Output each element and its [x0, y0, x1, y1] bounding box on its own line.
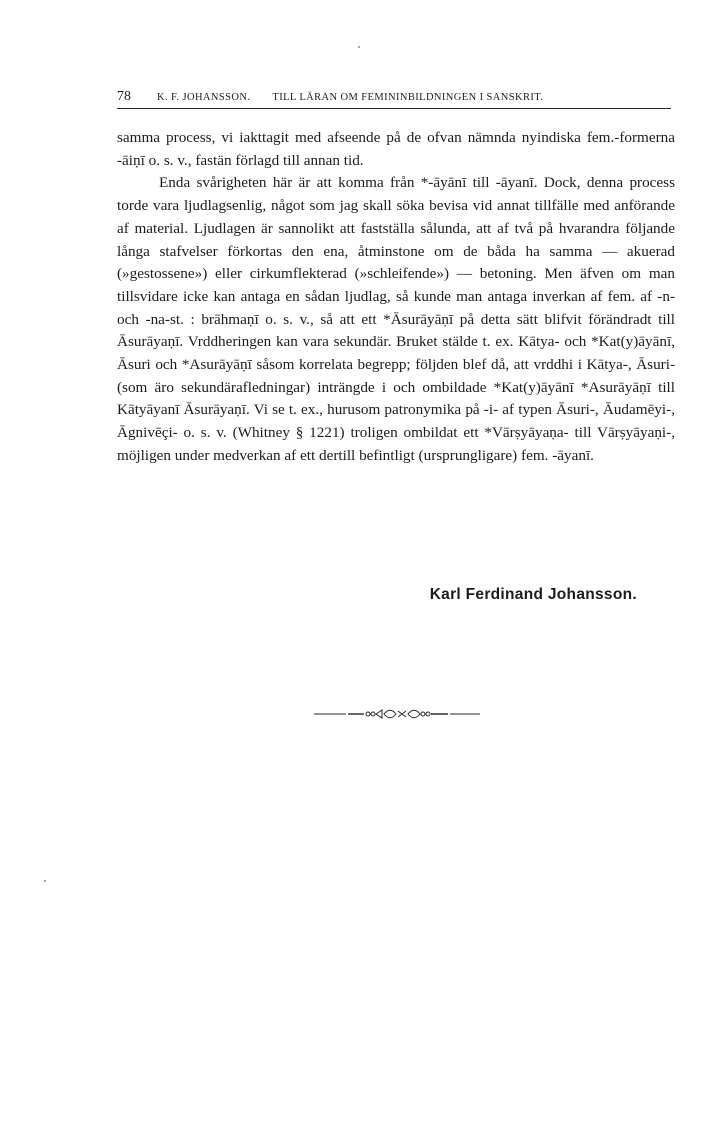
- paragraph-1: samma process, vi iakttagit med afseende på de ofvan nämnda nyindiska fem.-formerna -āiṇī o. s. v., fastän förlagd till annan tid.: [117, 129, 675, 169]
- running-head-author: K. F. JOHANSSON.: [157, 92, 251, 103]
- paper-speck: [358, 46, 360, 48]
- running-head: [117, 89, 671, 107]
- body-text: [117, 127, 675, 468]
- page-number: 78: [117, 89, 131, 104]
- paragraph-2: Enda svårigheten här är att komma från *-āyānī till -āyanī. Dock, denna process torde vara ljudlagsenlig, något som jag skall söka bevisa vid annat tillfälle med anförande af material. Ljudlagen är sannolikt att fastställa sålunda, att af två på hvarandra följande långa stafvelser förkortas den ena, åtminstone om de båda ha samma — akuerad (»gestossene») eller cirkumflekterad (»schleifende») — betoning. Men äfven om man tillsvidare icke kan antaga en sådan ljudlag, så kunde man antaga inverkan af fem. af -n- och -na-st. : brāhmaṇī o. s. v., så att ett *Āsurāyāṇī på detta sätt blifvit förändradt till Āsurāyaṇī. Vrddheringen kan vara sekundär. Bruket stälde t. ex. Kātya- och *Kat(y)āyānī, Āsuri och *Asurāyāṇī såsom korrelata begrepp; följden blef då, att vrddhi i Kātya-, Āsuri- (som äro sekundärafledningar) inträngde i och ombildade *Kat(y)āyānī *Asurāyāṇī till Kātyāyanī Āsurāyaṇī. Vi se t. ex., hurusom patronymika på -i- af typen Āsuri-, Āudamēyi-, Āgnivēçi- o. s. v. (Whitney § 1221) troligen ombildat ett *Vārṣyāyaṇa- till Vārṣyāyaṇi-, möjligen under medverkan af ett dertill befintligt (ursprungligare) fem. -āyanī.: [117, 174, 675, 464]
- running-head-title: TILL LÄRAN OM FEMININBILDNINGEN I SANSKRIT.: [272, 92, 544, 103]
- paper-speck: [44, 880, 46, 882]
- closing-flourish-icon: [312, 707, 482, 721]
- header-rule: [117, 108, 671, 109]
- author-signature: Karl Ferdinand Johansson.: [429, 586, 637, 603]
